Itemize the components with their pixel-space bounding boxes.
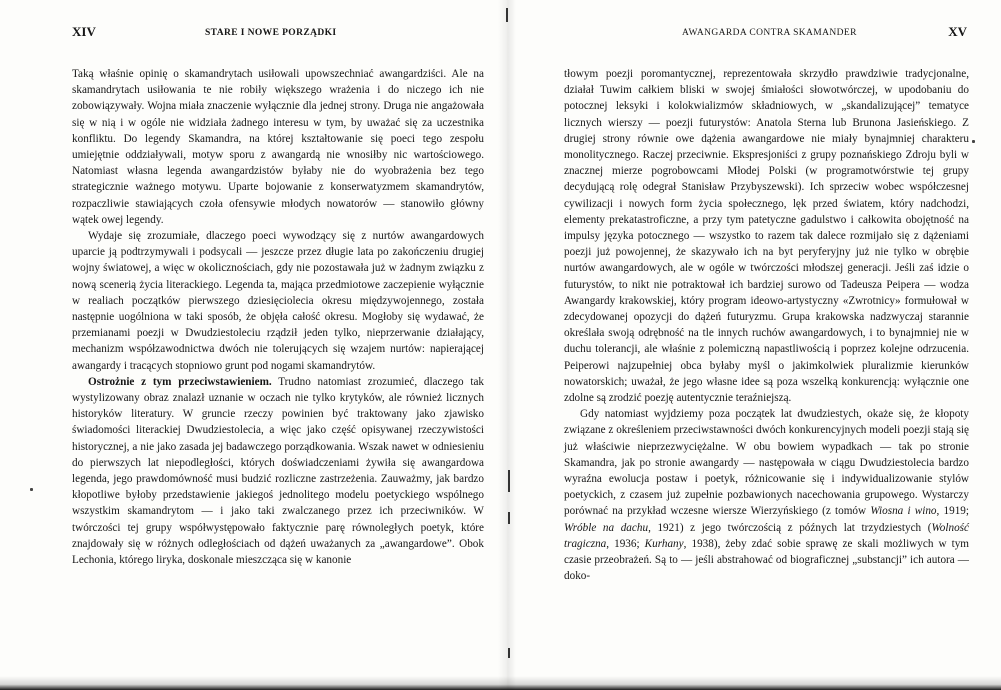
right-page-header: [562, 24, 967, 47]
scan-speck: [30, 488, 33, 491]
right-running-head: AWANGARDA CONTRA SKAMANDER: [682, 28, 857, 38]
left-page-header: [72, 24, 482, 47]
scan-bottom-edge: [0, 676, 1001, 690]
right-page-body: [564, 66, 969, 585]
left-page-body: [72, 66, 484, 568]
left-page-number: XIV: [72, 24, 96, 39]
left-paragraph-2: Wydaje się zrozumiałe, dlaczego poeci wywodzący się z nurtów awangardowych uparcie ją podtrzymywali i podsycali — jeszcze przez długie lata po zakończeniu drugiej wojny światowej, a więc w okolicznościach, gdy nie pozostawała już w żadnym związku z nową scenerią życia literackiego. Legenda ta, mająca przedmiotowe zaczepienie wyłącznie w realiach początków pierwszego dziesięciolecia okresu międzywojennego, została następnie uogólniona w taki sposób, że objęła całość okresu. Mogłoby się wydawać, że przemianami poezji w Dwudziestoleciu rządził jeden tylko, nieprzerwanie działający, mechanizm współzawodnictwa dwóch nie tolerujących się wzajem nurtów: napierającej awangardy i tracących stopniowo grunt pod nogami skamandrytów.: [72, 230, 484, 372]
left-paragraph-3-text: Trudno natomiast zrozumieć, dlaczego tak wystylizowany obraz znalazł uznanie w oczach nie tylko krytyków, ale również licznych historyków literatury. W gruncie rzeczy powinien być traktowany jako zjawisko świadomości literackiej Dwudziestolecia, a więc jako część opisywanej rzeczywistości historycznej, a nie jako zasada jej badawczego porządkowania. Wszak nawet w odniesieniu do pierwszych lat niepodległości, których doświadczeniami żywiła się awangardowa legenda, jego prawdomówność musi budzić rozliczne zastrzeżenia. Zauważmy, jak bardzo kłopotliwe byłoby przedstawienie jakiegoś jednolitego modelu poetyckiego wspólnego wszystkim skamandrytom — i jako taki zwalczanego przez ich przeciwników. W twórczości tej grupy współwystępowało faktycznie parę równoległych poetyk, które znajdowały się w różnych odległościach od dążeń uważanych za „awangardowe”. Obok Lechonia, którego liryka, doskonale mieszcząca się w kanonie: [72, 375, 485, 567]
left-running-head: STARE I NOWE PORZĄDKI: [205, 28, 337, 38]
left-paragraph-3: [72, 374, 484, 568]
book-title: Wolność tragiczna: [564, 521, 969, 550]
right-paragraph-1: tłowym poezji poromantycznej, reprezentowała skrzydło prawdziwie tradycjonalne, działał Tuwim całkiem bliski w swojej śmiałości słowotwórczej, w upodobaniu do potocznej leksyki i kolokwializmów składniowych, w „skandalizującej” tematyce licznych wierszy — poezji futurystów: Anatola Sterna lub Brunona Jasieńskiego. Z drugiej strony równie owe dążenia awangardowe nie miały bynajmniej charakteru monolitycznego. Raczej przeciwnie. Ekspresjoniści z grupy poznańskiego Zdroju byli w znacznej mierze pogrobowcami Młodej Polski (w programotwórstwie tej grupy decydującą rolę odegrał Stanisław Przybyszewski). Ich sprzeciw wobec współczesnej cywilizacji i nowych form życia społecznego, lęk przed światem, który nadchodzi, elementy prekatastroficzne, a przy tym patetyczne gadulstwo i całkowita obojętność na impulsy języka potocznego — wszystko to razem tak dalece rozmijało się z dążeniami poezji już powojennej, że skazywało ich na byt peryferyjny już nie tylko w obrębie nurtów awangardowych, ale w ogóle w twórczości młodszej generacji. Jeśli zaś idzie o futurystów, to nikt nie potraktował ich bardziej surowo od Tadeusza Peipera — wodza Awangardy krakowskiej, który program ideowo-artystyczny «Zwrotnicy» formułował w zdecydowanej opozycji do dążeń futuryzmu. Grupa krakowska nadzwyczaj starannie określała swoją odrębność na tle innych ruchów awangardowych, i to bynajmniej nie w duchu tolerancji, ale właśnie z polemiczną napastliwością i poprzez kolejne odrzucenia. Peiperowi najzupełniej obca byłaby myśl o jakimkolwiek pluralizmie kierunków nowatorskich; uważał, że jego własne idee są poza wszelką konkurencją: wyłącznie one zdolne są zrodzić poezję autentycznie teraźniejszą.: [564, 68, 969, 405]
right-paragraph-2: [564, 406, 969, 584]
right-paragraph-2b: , 1919;: [936, 505, 970, 518]
left-paragraph-1: Taką właśnie opinię o skamandrytach usiłowali upowszechniać awangardziści. Ale na skamandrytach usiłowania te nie robiły większego wrażenia i do niczego ich nie zobowiązywały. Wojna miała znaczenie wyłącznie dla jednej strony. Druga nie angażowała się w nią i w ogóle nie widziała żadnego interesu w tym, by uważać się za uczestnika konfliktu. Do legendy Skamandra, na której kształtowanie się poeci tego zespołu umiejętnie oddziaływali, motyw sporu z awangardą nie wnosiłby nic wartościowego. Natomiast własna legenda awangardzistów byłaby nie do wyobrażenia bez tego strategicznie ważnego motywu. Uparte bojowanie z konserwatyzmem skamandrytów, rozpaczliwie stawiających czoła ofensywie młodych nowatorów — stanowiło główny wątek owej legendy.: [72, 68, 484, 226]
book-title: Wiosna i wino: [870, 505, 937, 518]
right-paragraph-2d: , 1936;: [606, 537, 645, 550]
right-page: [502, 0, 1001, 690]
book-title: Wróble na dachu: [564, 521, 649, 534]
scan-speck: [972, 140, 975, 143]
left-paragraph-3-lead: Ostrożnie z tym przeciwstawieniem.: [88, 375, 272, 388]
right-paragraph-2a: Gdy natomiast wyjdziemy poza początek lat dwudziestych, okaże się, że kłopoty związane z określeniem przeciwstawności dwóch konkurencyjnych modeli poezji stają się już właściwie nieprzezwyciężalne. W obu bowiem wypadkach — tak po stronie Skamandra, jak po stronie awangardy — następowała w ciągu Dwudziestolecia bardzo wyraźna ewolucja postaw i poetyk, różnicowanie się i indywidualizowanie stylów poetyckich, z czasem już zupełnie pozbawionych nacechowania grupowego. Wystarczy porównać na przykład wczesne wiersze Wierzyńskiego (z tomów: [564, 408, 969, 518]
book-title: Kurhany: [644, 537, 684, 550]
right-paragraph-2c: , 1921) z jego twórczością z późnych lat trzydziestych (: [648, 521, 932, 534]
right-page-number: XV: [948, 24, 967, 39]
right-paragraph-2e: , 1938), żeby zdać sobie sprawę ze skali możliwych w tym czasie przeobrażeń. Są to — jeśli abstrahować od biograficznej „substancji” ich autora — doko-: [564, 537, 970, 583]
